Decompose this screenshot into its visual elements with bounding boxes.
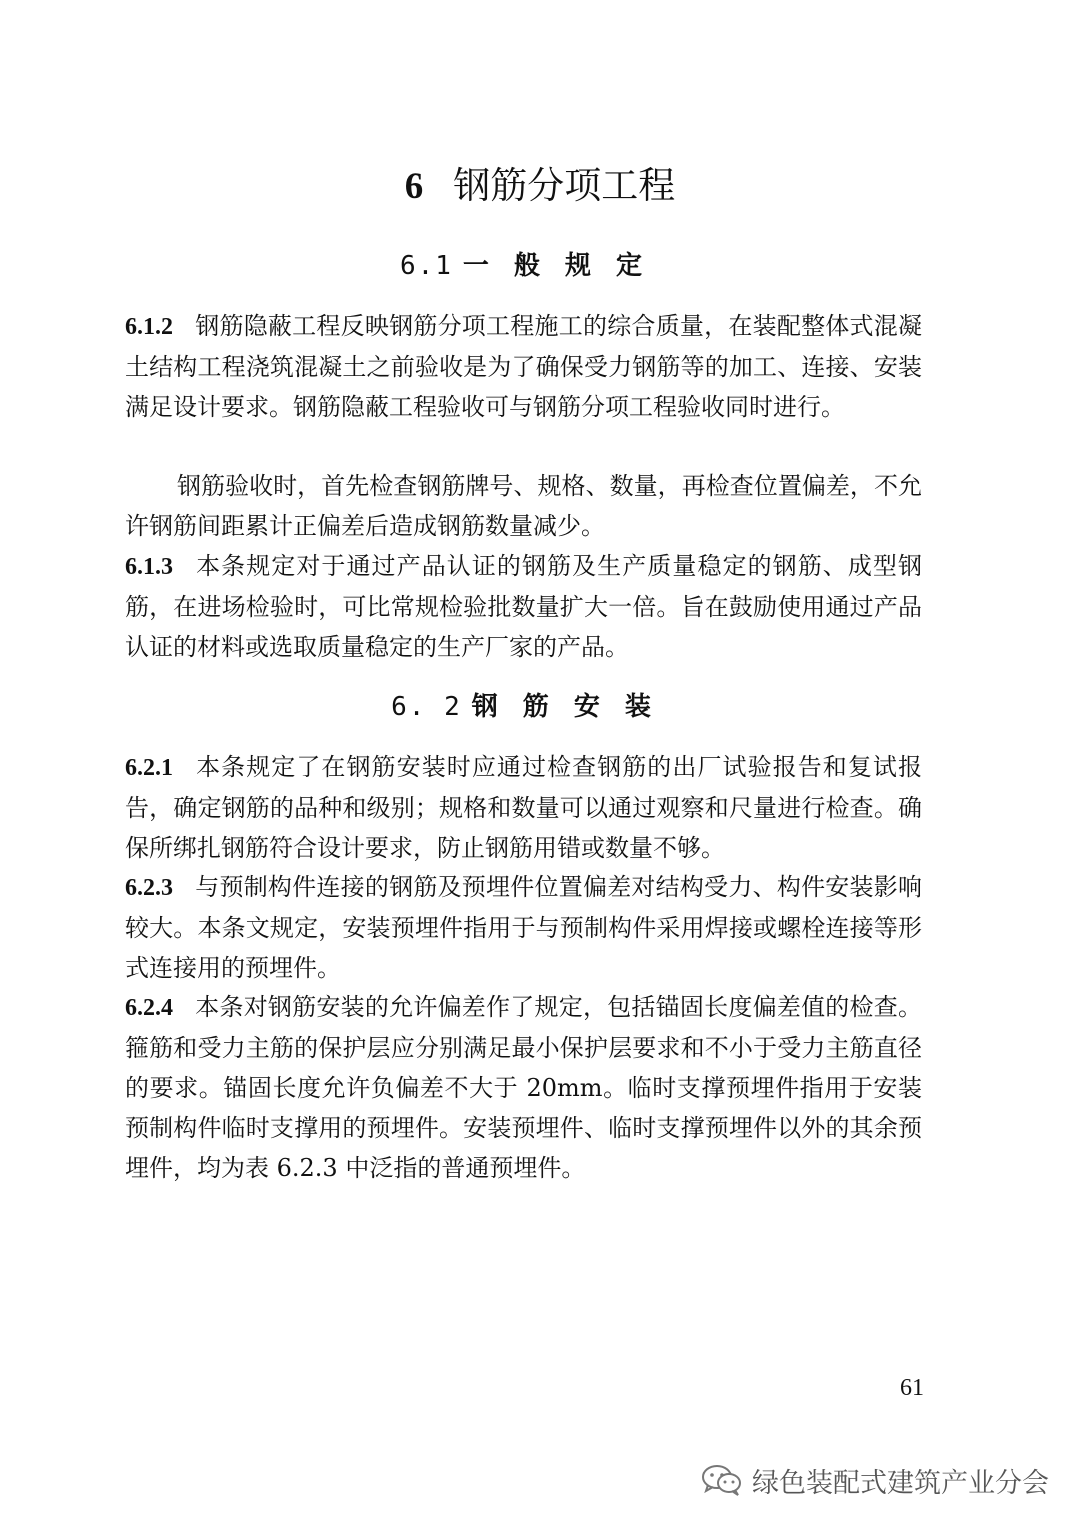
clause-text: 与预制构件连接的钢筋及预埋件位置偏差对结构受力、构件安装影响较大。本条文规定，安装预埋件指用于与预制构件采用焊接或螺栓连接等形式连接用的预埋件。 bbox=[125, 873, 922, 982]
chapter-title bbox=[0, 158, 1080, 215]
section-title: 一 般 规 定 bbox=[462, 251, 651, 281]
clause-paragraph bbox=[125, 747, 922, 868]
footer-text: 绿色装配式建筑产业分会 bbox=[752, 1467, 1049, 1499]
section-number: 6.1 bbox=[399, 251, 453, 281]
clause-paragraph bbox=[125, 867, 922, 988]
clause-number: 6.1.2 bbox=[125, 314, 173, 340]
clause-paragraph bbox=[125, 987, 922, 1188]
clause-paragraph bbox=[125, 306, 922, 427]
clause-6-1-3 bbox=[125, 546, 922, 667]
clause-6-2-4 bbox=[125, 987, 922, 1188]
clause-number: 6.2.3 bbox=[125, 875, 173, 901]
wechat-icon bbox=[700, 1463, 744, 1497]
clause-paragraph bbox=[125, 546, 922, 667]
chapter-title-text: 钢筋分项工程 bbox=[453, 164, 676, 207]
section-heading-6-1 bbox=[0, 246, 1050, 286]
clause-paragraph: 钢筋验收时，首先检查钢筋牌号、规格、数量，再检查位置偏差，不允许钢筋间距累计正偏差后造成钢筋数量减少。 bbox=[125, 472, 922, 540]
clause-number: 6.1.3 bbox=[125, 554, 173, 580]
clause-text: 本条规定对于通过产品认证的钢筋及生产质量稳定的钢筋、成型钢筋，在进场检验时，可比常规检验批数量扩大一倍。旨在鼓励使用通过产品认证的材料或选取质量稳定的生产厂家的产品。 bbox=[125, 552, 922, 661]
clause-text: 本条规定了在钢筋安装时应通过检查钢筋的出厂试验报告和复试报告，确定钢筋的品种和级别；规格和数量可以通过观察和尺量进行检查。确保所绑扎钢筋符合设计要求，防止钢筋用错或数量不够。 bbox=[125, 753, 922, 862]
clause-6-1-2 bbox=[125, 306, 922, 427]
clause-6-2-3 bbox=[125, 867, 922, 988]
section-heading-6-2 bbox=[0, 687, 1050, 727]
section-number: 6. 2 bbox=[391, 692, 462, 722]
clause-6-1-2-paragraph-2 bbox=[125, 466, 922, 546]
clause-number: 6.2.4 bbox=[125, 995, 173, 1021]
clause-text: 钢筋隐蔽工程反映钢筋分项工程施工的综合质量，在装配整体式混凝土结构工程浇筑混凝土之前验收是为了确保受力钢筋等的加工、连接、安装满足设计要求。钢筋隐蔽工程验收可与钢筋分项工程验收同时进行。 bbox=[125, 312, 922, 421]
clause-number: 6.2.1 bbox=[125, 755, 173, 781]
footer-watermark bbox=[700, 1458, 1049, 1502]
section-title: 钢 筋 安 装 bbox=[471, 692, 659, 722]
page-number: 61 bbox=[900, 1375, 924, 1401]
clause-6-2-1 bbox=[125, 747, 922, 868]
clause-text: 本条对钢筋安装的允许偏差作了规定，包括锚固长度偏差值的检查。箍筋和受力主筋的保护层应分别满足最小保护层要求和不小于受力主筋直径的要求。锚固长度允许负偏差不大于 20mm。临时支撑预埋件指用于安装预制构件临时支撑用的预埋件。安装预埋件、临时支撑预埋件以外的其余预埋件，均为表 6.2.3 中泛指的普通预埋件。 bbox=[125, 993, 922, 1182]
chapter-number: 6 bbox=[404, 166, 424, 207]
